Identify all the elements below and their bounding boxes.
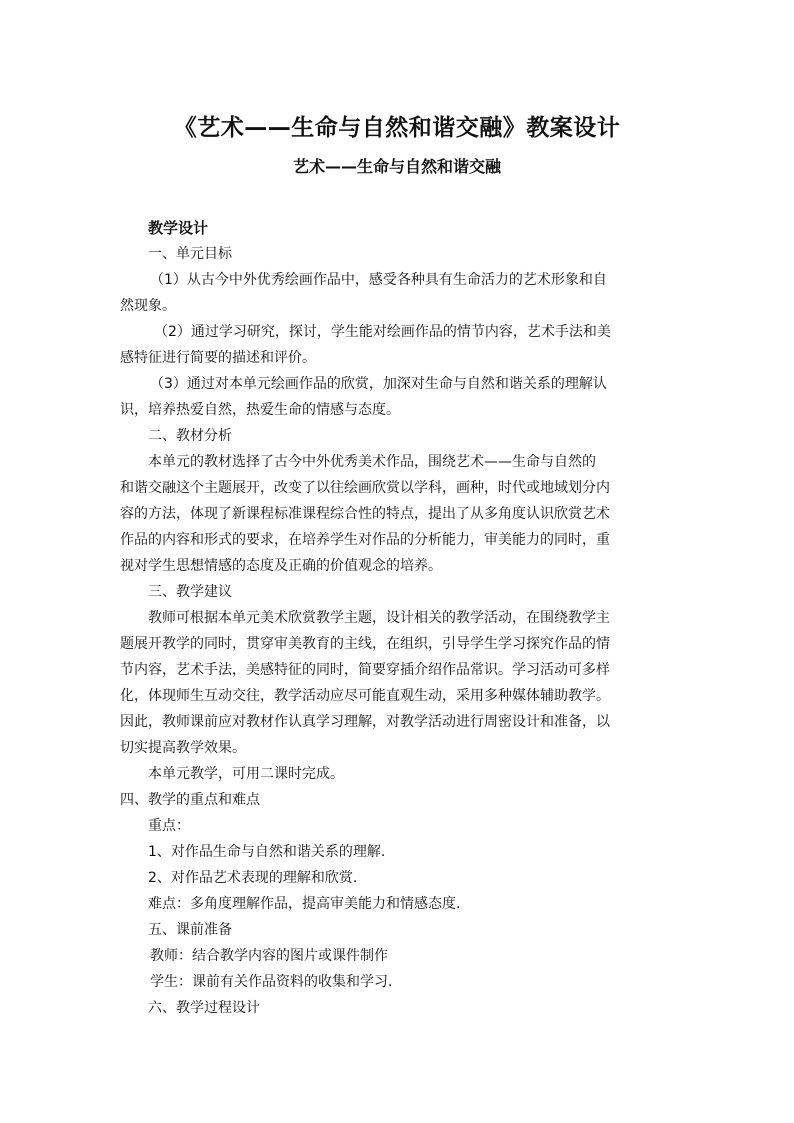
document-body <box>120 215 680 1021</box>
text-line: 学生：课前有关作品资料的收集和学习. <box>150 974 393 990</box>
text-line: 化，体现师生互动交往，教学活动应尽可能直观生动，采用多种媒体辅助教学。 <box>120 688 610 704</box>
text-line: 视对学生思想情感的态度及正确的价值观念的培养。 <box>120 558 442 574</box>
document-title: 《艺术——生命与自然和谐交融》教案设计 <box>173 115 621 141</box>
text-line: 感特征进行简要的描述和评价。 <box>120 350 316 366</box>
text-line: 然现象。 <box>120 298 176 314</box>
text-line: （3）通过对本单元绘画作品的欣赏，加深对生命与自然和谐关系的理解认 <box>150 376 607 392</box>
text-line: 本单元教学，可用二课时完成。 <box>148 766 344 782</box>
text-line: 2、对作品艺术表现的理解和欣赏. <box>148 870 358 886</box>
text-line: 二、教材分析 <box>148 428 232 444</box>
text-line: 难点：多角度理解作品，提高审美能力和情感态度. <box>148 896 461 912</box>
text-line: 教师：结合教学内容的图片或课件制作 <box>150 948 388 964</box>
text-line: 切实提高教学效果。 <box>120 740 246 756</box>
text-line: 识，培养热爱自然，热爱生命的情感与态度。 <box>120 402 400 418</box>
text-line: 三、教学建议 <box>148 584 232 600</box>
text-line: （1）从古今中外优秀绘画作品中，感受各种具有生命活力的艺术形象和自 <box>150 272 607 288</box>
text-line: 四、教学的重点和难点 <box>120 792 260 808</box>
text-line: 重点： <box>148 818 190 834</box>
text-line: 容的方法，体现了新课程标准课程综合性的特点，提出了从多角度认识欣赏艺术 <box>120 506 610 522</box>
text-line: 教师可根据本单元美术欣赏教学主题，设计相关的教学活动，在围绕教学主 <box>148 610 610 626</box>
text-line: 题展开教学的同时，贯穿审美教育的主线，在组织，引导学生学习探究作品的情 <box>120 636 610 652</box>
text-line: 本单元的教材选择了古今中外优秀美术作品，围绕艺术——生命与自然的 <box>148 454 596 470</box>
text-line: 因此，教师课前应对教材作认真学习理解，对教学活动进行周密设计和准备，以 <box>120 714 610 730</box>
text-line: 教学设计 <box>148 219 209 237</box>
text-line: 和谐交融这个主题展开，改变了以往绘画欣赏以学科，画种，时代或地域划分内 <box>120 480 610 496</box>
text-line: 五、课前准备 <box>148 922 232 938</box>
document-subtitle: 艺术——生命与自然和谐交融 <box>292 157 501 176</box>
text-line: 节内容，艺术手法，美感特征的同时，简要穿插介绍作品常识。学习活动可多样 <box>120 662 610 678</box>
text-line: 一、单元目标 <box>148 246 232 262</box>
text-line: （2）通过学习研究，探讨，学生能对绘画作品的情节内容，艺术手法和美 <box>154 324 611 340</box>
text-line: 1、对作品生命与自然和谐关系的理解. <box>148 844 386 860</box>
text-line: 六、教学过程设计 <box>148 1000 260 1016</box>
text-line: 作品的内容和形式的要求，在培养学生对作品的分析能力，审美能力的同时，重 <box>120 532 610 548</box>
